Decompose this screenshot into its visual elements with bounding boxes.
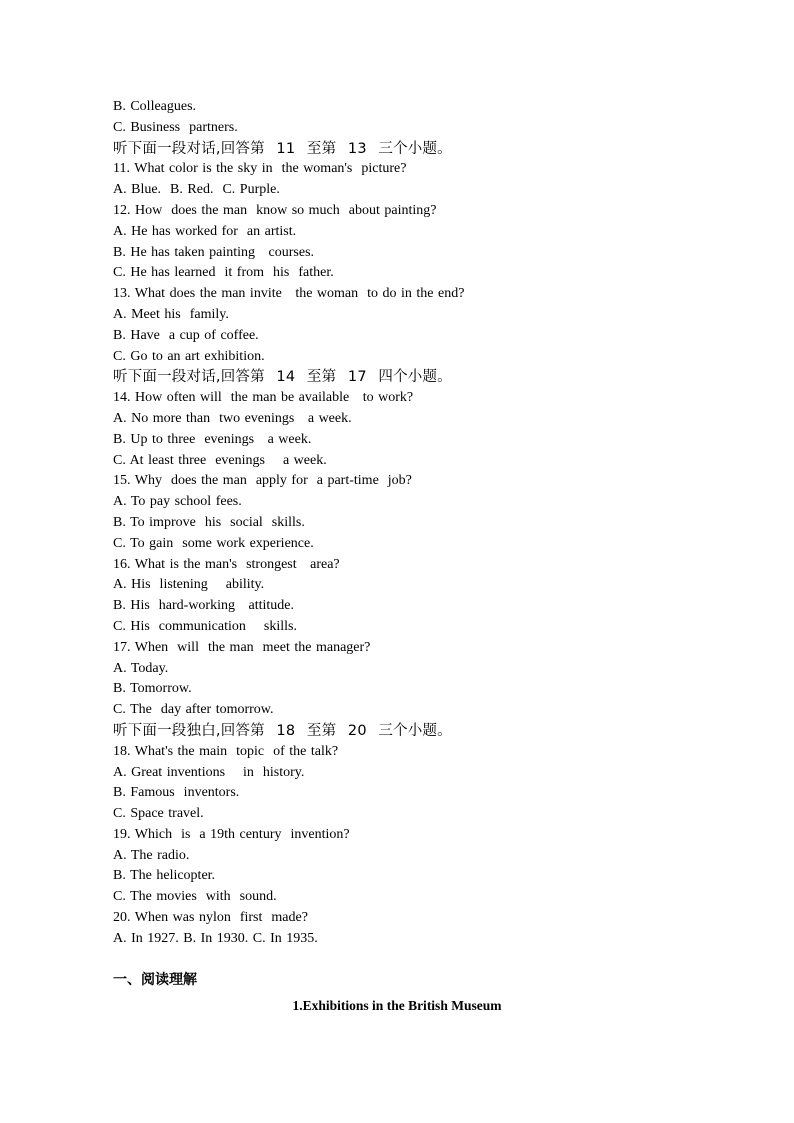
answer-option: B. Famous inventors. — [113, 785, 240, 801]
question-text: 15. Why does the man apply for a part-time job? — [113, 473, 412, 489]
question-text: 19. Which is a 19th century invention? — [113, 826, 350, 842]
question-text: 16. What is the man's strongest area? — [113, 556, 340, 572]
question-text: 17. When will the man meet the manager? — [113, 639, 371, 655]
answer-option: C. Space travel. — [113, 806, 204, 822]
answer-option: B. Up to three evenings a week. — [113, 431, 312, 447]
answer-option: A. In 1927. B. In 1930. C. In 1935. — [113, 930, 318, 946]
answer-option: C. He has learned it from his father. — [113, 265, 334, 281]
answer-option: B. Tomorrow. — [113, 681, 192, 697]
passage-title: 1.Exhibitions in the British Museum — [292, 998, 502, 1013]
question-text: 18. What's the main topic of the talk? — [113, 743, 339, 759]
answer-option: C. The day after tomorrow. — [113, 702, 274, 718]
question-text: 20. When was nylon first made? — [113, 910, 308, 926]
section-instruction: 听下面一段独白,回答第 18 至第 20 三个小题。 — [113, 722, 452, 739]
answer-option: A. Great inventions in history. — [113, 764, 305, 780]
answer-option: C. Go to an art exhibition. — [113, 348, 265, 364]
question-text: 14. How often will the man be available to work? — [113, 390, 414, 406]
section-instruction: 听下面一段对话,回答第 14 至第 17 四个小题。 — [113, 369, 452, 386]
question-text: 13. What does the man invite the woman to do in the end? — [113, 286, 465, 302]
answer-option: C. His communication skills. — [113, 618, 297, 634]
answer-option: A. To pay school fees. — [113, 494, 242, 510]
answer-option: A. No more than two evenings a week. — [113, 410, 352, 426]
answer-option: A. Today. — [113, 660, 169, 676]
answer-option: C. The movies with sound. — [113, 889, 277, 905]
answer-option: B. He has taken painting courses. — [113, 244, 315, 260]
answer-option: A. Meet his family. — [113, 306, 229, 322]
answer-option: C. To gain some work experience. — [113, 535, 314, 551]
listening-section — [113, 97, 713, 950]
answer-option: C. Business partners. — [113, 119, 238, 135]
answer-option: C. At least three evenings a week. — [113, 452, 327, 468]
question-text: 11. What color is the sky in the woman's picture? — [113, 161, 407, 177]
answer-option: A. He has worked for an artist. — [113, 223, 297, 239]
answer-option: B. His hard-working attitude. — [113, 598, 294, 614]
answer-option: A. The radio. — [113, 847, 190, 863]
section-heading: 一、阅读理解 — [113, 972, 197, 988]
question-text: 12. How does the man know so much about painting? — [113, 202, 437, 218]
answer-option: A. Blue. B. Red. C. Purple. — [113, 182, 280, 198]
answer-option: B. Have a cup of coffee. — [113, 327, 259, 343]
answer-option: B. Colleagues. — [113, 99, 197, 114]
answer-option: A. His listening ability. — [113, 577, 265, 593]
section-instruction: 听下面一段对话,回答第 11 至第 13 三个小题。 — [113, 140, 452, 157]
answer-option: B. To improve his social skills. — [113, 514, 305, 530]
answer-option: B. The helicopter. — [113, 868, 216, 884]
